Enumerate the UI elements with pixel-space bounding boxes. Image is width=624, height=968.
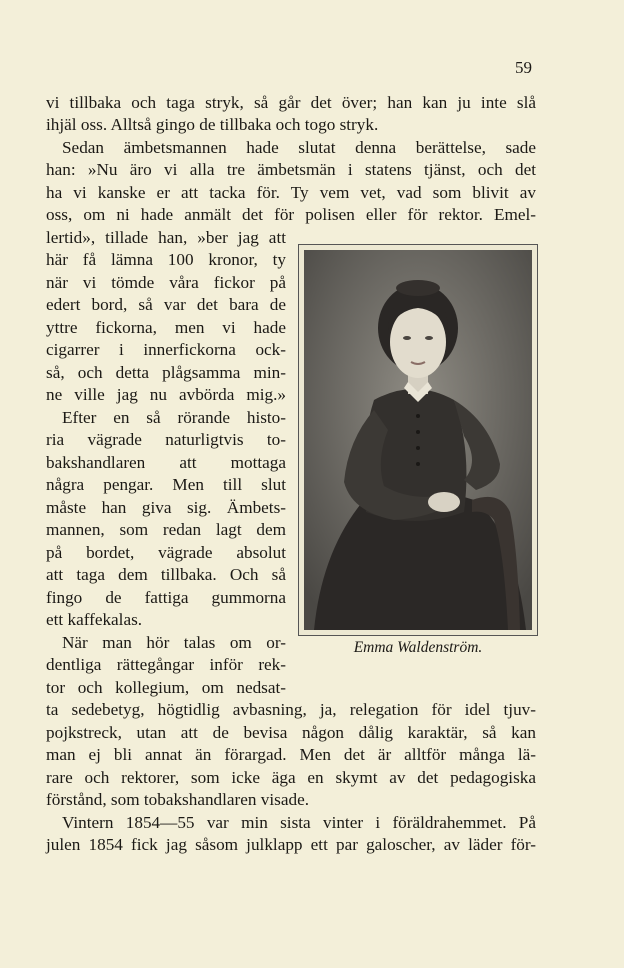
text-line: han: »Nu äro vi alla tre ämbetsmän i statens tjänst, och det [46,160,536,179]
text-line: rare och rektorer, som icke äga en skymt av det pedagogiska [46,768,536,787]
text-line: När man hör talas om or- [62,633,286,652]
button-2 [416,430,420,434]
text-line: julen 1854 fick jag såsom julklapp ett par galoscher, av läder för- [46,835,536,854]
text-line: mannen, som redan lagt dem [46,520,286,539]
text-line: Vintern 1854—55 var min sista vinter i föräldrahemmet. På [62,813,536,832]
eye-right [425,336,433,340]
text-line: pojkstreck, utan att de bevisa någon dålig karaktär, så kan [46,723,536,742]
text-line: ett kaffekalas. [46,610,143,629]
text-line: att taga dem tillbaka. Och så [46,565,286,584]
page-number: 59 [515,58,532,77]
text-line: edert bord, så var det bara de [46,295,286,314]
text-line: på bordet, vägrade absolut [46,543,286,562]
text-line: ta sedebetyg, högtidlig avbasning, ja, relegation för idel tjuv- [46,700,536,719]
text-line: förstånd, som tobakshandlaren visade. [46,790,309,809]
text-line: ha vi kanske er att tacka för. Ty vem vet, vad som blivit av [46,183,536,202]
text-line: tor och kollegium, om nedsat- [46,678,286,697]
text-line: lertid», tillade han, »ber jag att [46,228,286,247]
portrait-illustration [304,250,532,630]
text-line: så, och detta plågsamma min- [46,363,286,382]
hands [428,492,460,512]
text-line: vi tillbaka och taga stryk, så går det över; han kan ju inte slå [46,93,536,112]
text-line: bakshandlaren att mottaga [46,453,286,472]
text-line: Efter en så rörande histo- [62,408,286,427]
portrait-photo [298,244,538,636]
text-line: ne ville jag nu avbörda mig.» [46,385,286,404]
button-1 [416,414,420,418]
hair-bow [396,280,440,296]
text-line: ria vägrade naturligtvis to- [46,430,286,449]
text-line: när vi tömde våra fickor på [46,273,286,292]
text-line: dentliga rättegångar inför rek- [46,655,286,674]
text-line: här få lämna 100 kronor, ty [46,250,286,269]
text-line: några pengar. Men till slut [46,475,286,494]
button-3 [416,446,420,450]
text-line: yttre fickorna, men vi hade [46,318,286,337]
button-4 [416,462,420,466]
text-line: man ej bli annat än förargad. Men det är alltför många lä- [46,745,536,764]
photo-caption: Emma Waldenström. [353,639,483,656]
text-line: oss, om ni hade anmält det för polisen eller för rektor. Emel- [46,205,536,224]
text-line: fingo de fattiga gummorna [46,588,286,607]
eye-left [403,336,411,340]
text-line: måste han giva sig. Ämbets- [46,498,286,517]
face [390,306,446,378]
text-line: Sedan ämbetsmannen hade slutat denna berättelse, sade [62,138,536,157]
text-line: ihjäl oss. Alltså gingo de tillbaka och togo stryk. [46,115,379,134]
text-line: cigarrer i innerfickorna ock- [46,340,286,359]
